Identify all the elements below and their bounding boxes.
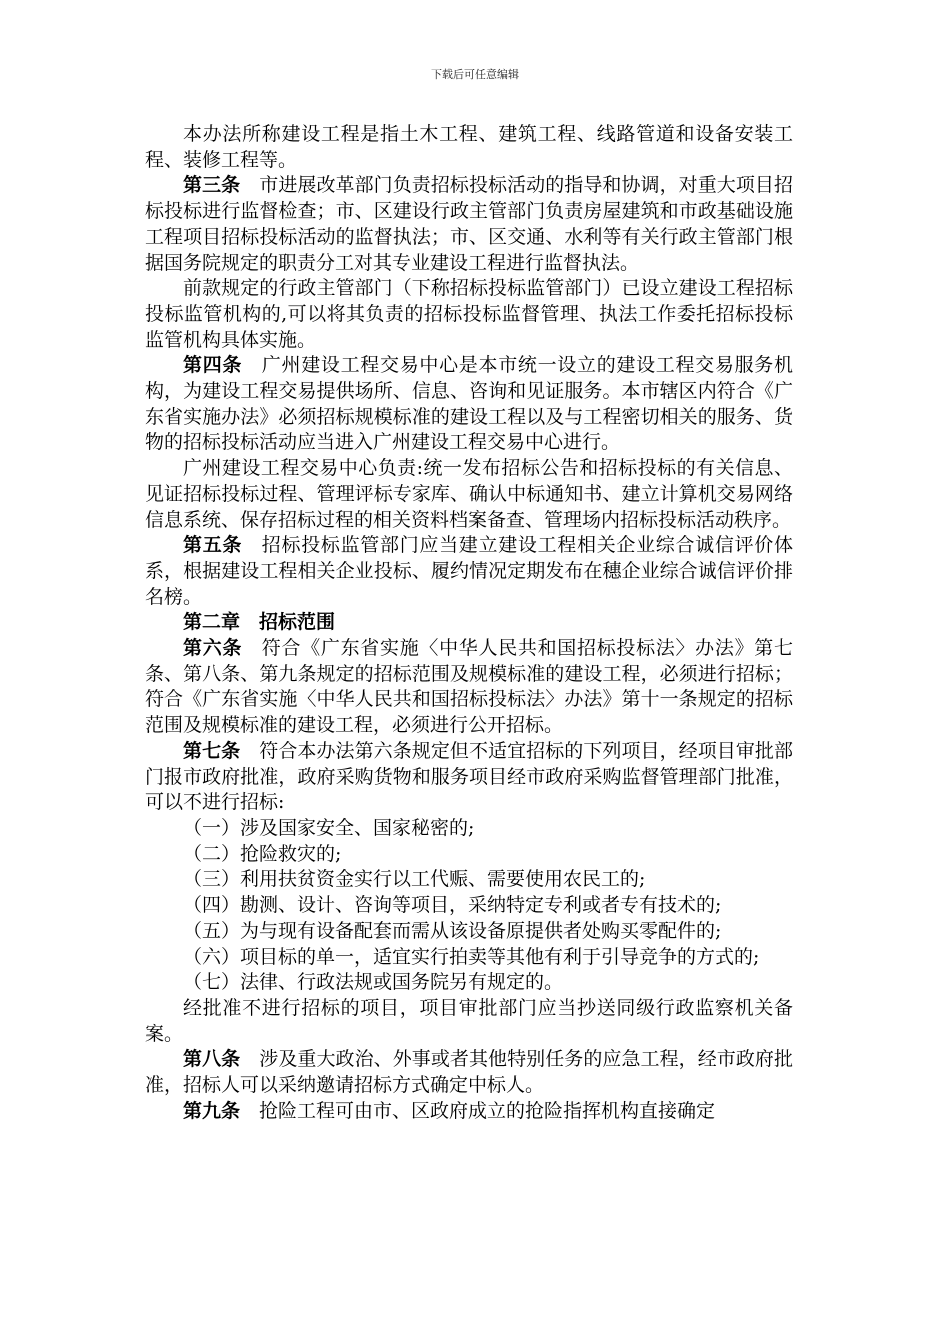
paragraph-text: （一）涉及国家安全、国家秘密的; bbox=[183, 816, 475, 839]
paragraph-text: 本办法所称建设工程是指土木工程、建筑工程、线路管道和设备安装工程、装修工程等。 bbox=[145, 123, 793, 171]
article-number: 第三条 bbox=[183, 174, 241, 197]
article-number: 第五条 bbox=[183, 534, 243, 557]
body-paragraph bbox=[145, 816, 793, 842]
paragraph-text: 广州建设工程交易中心负责:统一发布招标公告和招标投标的有关信息、见证招标投标过程、管理评标专家库、确认中标通知书、建立计算机交易网络信息系统、保存招标过程的相关资料档案备查、管理场内招标投标活动秩序。 bbox=[145, 457, 793, 531]
body-paragraph bbox=[145, 456, 793, 533]
document-body bbox=[145, 122, 793, 1124]
paragraph-text: （二）抢险救灾的; bbox=[183, 842, 342, 865]
body-paragraph bbox=[145, 996, 793, 1047]
paragraph-text: 招标投标监管部门应当建立建设工程相关企业综合诚信评价体系，根据建设工程相关企业投标、履约情况定期发布在穗企业综合诚信评价排名榜。 bbox=[145, 534, 793, 608]
paragraph-text: （四）勘测、设计、咨询等项目，采纳特定专利或者专有技术的; bbox=[183, 894, 722, 917]
article-paragraph bbox=[145, 173, 793, 276]
paragraph-text: 抢险工程可由市、区政府成立的抢险指挥机构直接确定 bbox=[259, 1099, 716, 1122]
article-paragraph bbox=[145, 1047, 793, 1098]
paragraph-text: 招标范围 bbox=[259, 611, 336, 634]
paragraph-text: 前款规定的行政主管部门（下称招标投标监管部门）已设立建设工程招标投标监管机构的,可以将其负责的招标投标监督管理、执法工作委托招标投标监管机构具体实施。 bbox=[145, 277, 793, 351]
page-header: 下载后可任意编辑 bbox=[431, 68, 519, 81]
paragraph-text: （六）项目标的单一，适宜实行拍卖等其他有利于引导竞争的方式的; bbox=[183, 945, 760, 968]
paragraph-text: （三）利用扶贫资金实行以工代赈、需要使用农民工的; bbox=[183, 868, 646, 891]
body-paragraph bbox=[145, 276, 793, 353]
paragraph-text: （七）法律、行政法规或国务院另有规定的。 bbox=[183, 971, 564, 994]
body-paragraph bbox=[145, 945, 793, 971]
body-paragraph bbox=[145, 970, 793, 996]
article-number: 第二章 bbox=[183, 611, 241, 634]
article-paragraph bbox=[145, 636, 793, 739]
paragraph-text: （五）为与现有设备配套而需从该设备原提供者处购买零配件的; bbox=[183, 919, 722, 942]
paragraph-text: 涉及重大政治、外事或者其他特别任务的应急工程，经市政府批准，招标人可以采纳邀请招标方式确定中标人。 bbox=[145, 1048, 793, 1097]
paragraph-text: 广州建设工程交易中心是本市统一设立的建设工程交易服务机构，为建设工程交易提供场所、信息、咨询和见证服务。本市辖区内符合《广东省实施办法》必须招标规模标准的建设工程以及与工程密切相关的服务、货物的招标投标活动应当进入广州建设工程交易中心进行。 bbox=[145, 354, 793, 454]
paragraph-text: 市进展改革部门负责招标投标活动的指导和协调，对重大项目招标投标进行监督检查；市、区建设行政主管部门负责房屋建筑和市政基础设施工程项目招标投标活动的监督执法；市、区交通、水利等有关行政主管部门根据国务院规定的职责分工对其专业建设工程进行监督执法。 bbox=[145, 174, 793, 274]
article-number: 第九条 bbox=[183, 1099, 241, 1122]
article-number: 第七条 bbox=[183, 739, 241, 762]
body-paragraph bbox=[145, 867, 793, 893]
body-paragraph bbox=[145, 122, 793, 173]
article-paragraph bbox=[145, 1099, 793, 1125]
paragraph-text: 符合本办法第六条规定但不适宜招标的下列项目，经项目审批部门报市政府批准，政府采购货物和服务项目经市政府采购监督管理部门批准，可以不进行招标: bbox=[145, 739, 793, 814]
article-paragraph bbox=[145, 739, 793, 816]
body-paragraph bbox=[145, 919, 793, 945]
body-paragraph bbox=[145, 893, 793, 919]
paragraph-text: 经批准不进行招标的项目，项目审批部门应当抄送同级行政监察机关备案。 bbox=[145, 996, 793, 1045]
article-number: 第八条 bbox=[183, 1048, 241, 1071]
paragraph-text: 符合《广东省实施〈中华人民共和国招标投标法〉办法》第七条、第八条、第九条规定的招标范围及规模标准的建设工程，必须进行招标；符合《广东省实施〈中华人民共和国招标投标法〉办法》第十一条规定的招标范围及规模标准的建设工程，必须进行公开招标。 bbox=[145, 637, 793, 737]
article-paragraph bbox=[145, 533, 793, 610]
article-number: 第四条 bbox=[183, 354, 243, 377]
article-paragraph bbox=[145, 353, 793, 456]
article-number: 第六条 bbox=[183, 637, 243, 660]
article-paragraph bbox=[145, 610, 793, 636]
body-paragraph bbox=[145, 842, 793, 868]
